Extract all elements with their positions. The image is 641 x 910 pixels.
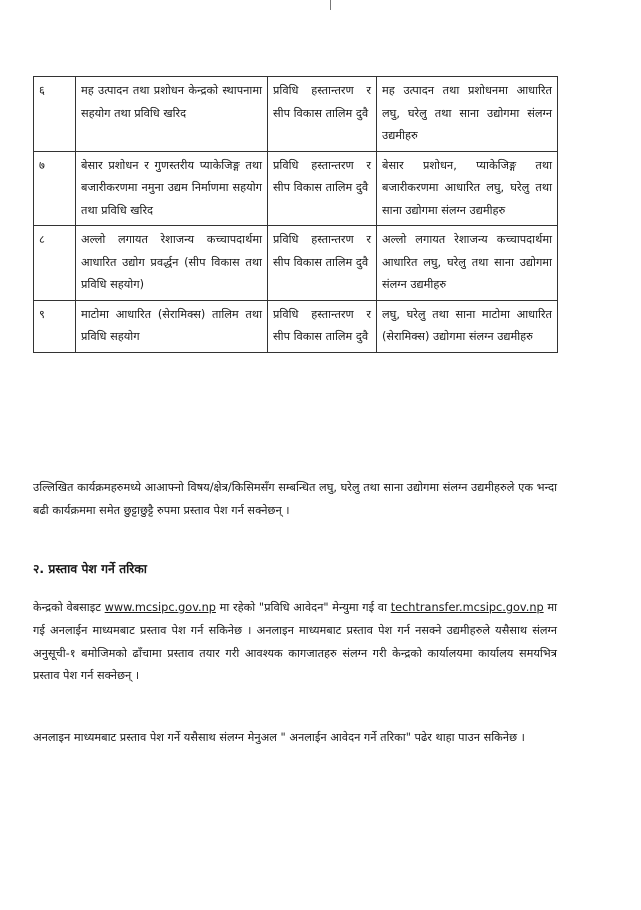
program-table bbox=[33, 76, 558, 353]
submission-text-2: मा रहेको "प्रविधि आवेदन" मेन्युमा गई वा bbox=[215, 601, 391, 614]
submission-text-1: केन्द्रको वेबसाइट bbox=[33, 601, 105, 614]
support-type-cell: प्रविधि हस्तान्तरण र सीप विकास तालिम दुवै bbox=[268, 300, 377, 352]
techtransfer-link[interactable]: techtransfer.mcsipc.gov.np bbox=[390, 601, 544, 614]
manual-paragraph: अनलाइन माध्यमबाट प्रस्ताव पेश गर्ने यसैसाथ संलग्न मेनुअल " अनलाईन आवेदन गर्ने तरिका" पढेर थाहा पाउन सकिनेछ । bbox=[33, 731, 525, 744]
support-type-cell: प्रविधि हस्तान्तरण र सीप विकास तालिम दुवै bbox=[268, 226, 377, 301]
table-row bbox=[34, 226, 558, 301]
section-heading: २. प्रस्ताव पेश गर्ने तरिका bbox=[33, 562, 147, 576]
activity-cell: बेसार प्रशोधन र गुणस्तरीय प्याकेजिङ्ग तथा बजारीकरणमा नमुना उद्यम निर्माणमा सहयोग तथा प्रविधि खरिद bbox=[76, 151, 268, 226]
support-type-cell: प्रविधि हस्तान्तरण र सीप विकास तालिम दुवै bbox=[268, 77, 377, 152]
crop-mark bbox=[330, 0, 331, 10]
activity-cell: अल्लो लगायत रेशाजन्य कच्चापदार्थमा आधारित उद्योग प्रवर्द्धन (सीप विकास तथा प्रविधि सहयोग) bbox=[76, 226, 268, 301]
submission-text-3: मा गई अनलाईन माध्यमबाट प्रस्ताव पेश गर्न सकिनेछ । अनलाइन माध्यमबाट प्रस्ताव पेश गर्न नसक्ने उद्यमीहरुले यसैसाथ संलग्न अनुसूची-१ बमोजिमको ढाँचामा प्रस्ताव तयार गरी आवश्यक कागजातहरु संलग्न गरी केन्द्रको कार्यालयमा कार्यालय समयभित्र प्रस्ताव पेश गर्न सक्नेछन् । bbox=[33, 601, 558, 683]
support-type-cell: प्रविधि हस्तान्तरण र सीप विकास तालिम दुवै bbox=[268, 151, 377, 226]
eligibility-paragraph: उल्लिखित कार्यक्रमहरुमध्ये आआफ्नो विषय/क्षेत्र/किसिमसँग सम्बन्धित लघु, घरेलु तथा साना उद्योगमा संलग्न उद्यमीहरुले एक भन्दा बढी कार्यक्रममा समेत छुट्टाछुट्टै रुपमा प्रस्ताव पेश गर्न सक्नेछन् । bbox=[33, 481, 557, 517]
website-link[interactable]: www.mcsipc.gov.np bbox=[104, 601, 216, 614]
submission-paragraph bbox=[33, 597, 557, 688]
beneficiary-cell: बेसार प्रशोधन, प्याकेजिङ्ग तथा बजारीकरणमा आधारित लघु, घरेलु तथा साना उद्योगमा संलग्न उद्यमीहरु bbox=[377, 151, 558, 226]
row-number: ७ bbox=[34, 151, 76, 226]
table-row bbox=[34, 77, 558, 152]
activity-cell: माटोमा आधारित (सेरामिक्स) तालिम तथा प्रविधि सहयोग bbox=[76, 300, 268, 352]
table-row bbox=[34, 151, 558, 226]
row-number: ८ bbox=[34, 226, 76, 301]
row-number: ९ bbox=[34, 300, 76, 352]
row-number: ६ bbox=[34, 77, 76, 152]
beneficiary-cell: अल्लो लगायत रेशाजन्य कच्चापदार्थमा आधारित लघु, घरेलु तथा साना उद्योगमा संलग्न उद्यमीहरु bbox=[377, 226, 558, 301]
activity-cell: मह उत्पादन तथा प्रशोधन केन्द्रको स्थापनामा सहयोग तथा प्रविधि खरिद bbox=[76, 77, 268, 152]
beneficiary-cell: लघु, घरेलु तथा साना माटोमा आधारित (सेरामिक्स) उद्योगमा संलग्न उद्यमीहरु bbox=[377, 300, 558, 352]
table-row bbox=[34, 300, 558, 352]
beneficiary-cell: मह उत्पादन तथा प्रशोधनमा आधारित लघु, घरेलु तथा साना उद्योगमा संलग्न उद्यमीहरु bbox=[377, 77, 558, 152]
